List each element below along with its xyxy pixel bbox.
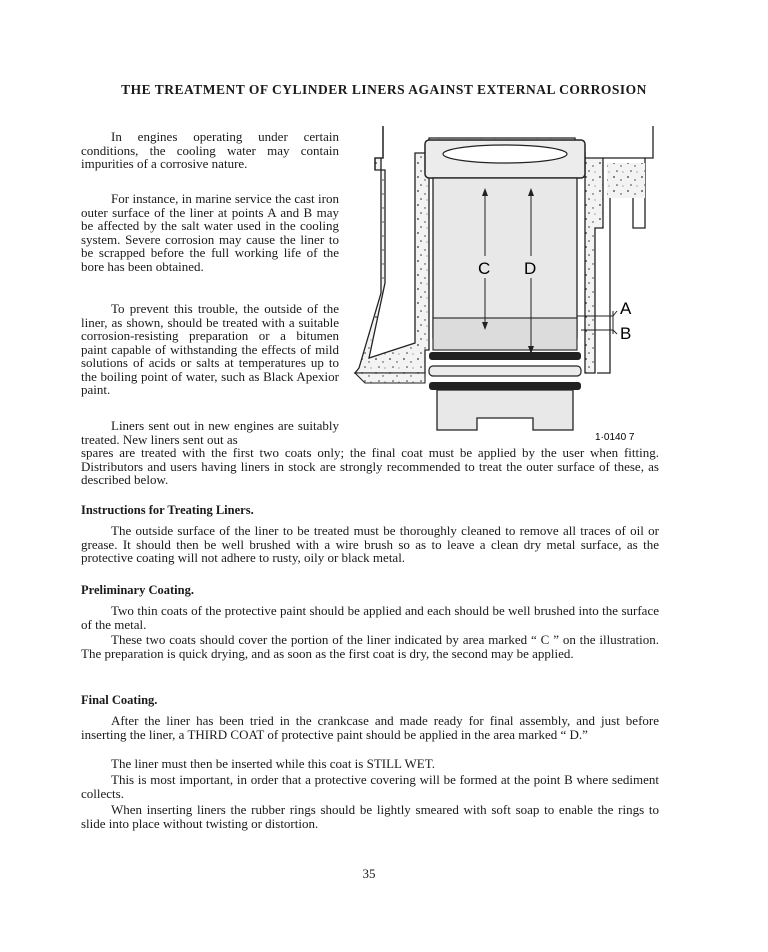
heading-instructions: Instructions for Treating Liners. xyxy=(81,503,254,517)
preliminary-paragraph-1: Two thin coats of the protective paint should be applied and each should be well brushed into the surface of the metal. xyxy=(81,603,659,632)
intro-paragraph-4-rest: spares are treated with the first two coats only; the final coat must be applied by the user when fitting. Distributors and users having liners in stock are strongly recommended to treat the outer surface of these, as described below. xyxy=(81,445,659,487)
label-a: A xyxy=(620,299,632,318)
final-paragraph-3: This is most important, in order that a protective covering will be formed at the point B where sediment collects. xyxy=(81,772,659,801)
preliminary-paragraph-2: These two coats should cover the portion of the liner indicated by area marked “ C ” on the illustration. The preparation is quick drying, and as soon as the first coat is dry, the second may be applied. xyxy=(81,632,659,661)
figure-reference: 1·0140 7 xyxy=(595,432,635,443)
intro-paragraph-1: In engines operating under certain conditions, the cooling water may contain impurities of a corrosive nature. xyxy=(81,129,339,171)
final-paragraph-2: The liner must then be inserted while this coat is STILL WET. xyxy=(111,756,435,771)
intro-paragraph-4-start: Liners sent out in new engines are suitably treated. New liners sent out as xyxy=(81,418,339,447)
label-c: C xyxy=(478,259,491,278)
instructions-paragraph: The outside surface of the liner to be treated must be thoroughly cleaned to remove all traces of oil or grease. It should then be well brushed with a wire brush so as to leave a clean dry metal surface, as the protective coating will not adhere to rusty, oily or black metal. xyxy=(81,523,659,565)
page-title: THE TREATMENT OF CYLINDER LINERS AGAINST EXTERNAL CORROSION xyxy=(121,82,647,97)
heading-preliminary: Preliminary Coating. xyxy=(81,583,194,597)
heading-final: Final Coating. xyxy=(81,693,158,707)
label-d: D xyxy=(524,259,537,278)
label-b: B xyxy=(620,324,632,343)
cylinder-liner-diagram xyxy=(345,118,665,448)
intro-paragraph-2: For instance, in marine service the cast iron outer surface of the liner at points A and B may be affected by the salt water used in the cooling system. Severe corrosion may cause the liner to be scrapped before the full working life of the bore has been obtained. xyxy=(81,191,339,274)
intro-paragraph-3: To prevent this trouble, the outside of the liner, as shown, should be treated with a suitable corrosion-resisting preparation or a bitumen paint capable of withstanding the effects of mild solutions of acids or salts at temperatures up to the boiling point of water, such as Black Apexior paint. xyxy=(81,301,339,397)
page-number: 35 xyxy=(362,866,376,881)
final-paragraph-4: When inserting liners the rubber rings should be lightly smeared with soft soap to enable the rings to slide into place without twisting or distortion. xyxy=(81,802,659,831)
final-paragraph-1: After the liner has been tried in the crankcase and made ready for final assembly, and just before inserting the liner, a THIRD COAT of protective paint should be applied in the area marked “ D.” xyxy=(81,713,659,742)
